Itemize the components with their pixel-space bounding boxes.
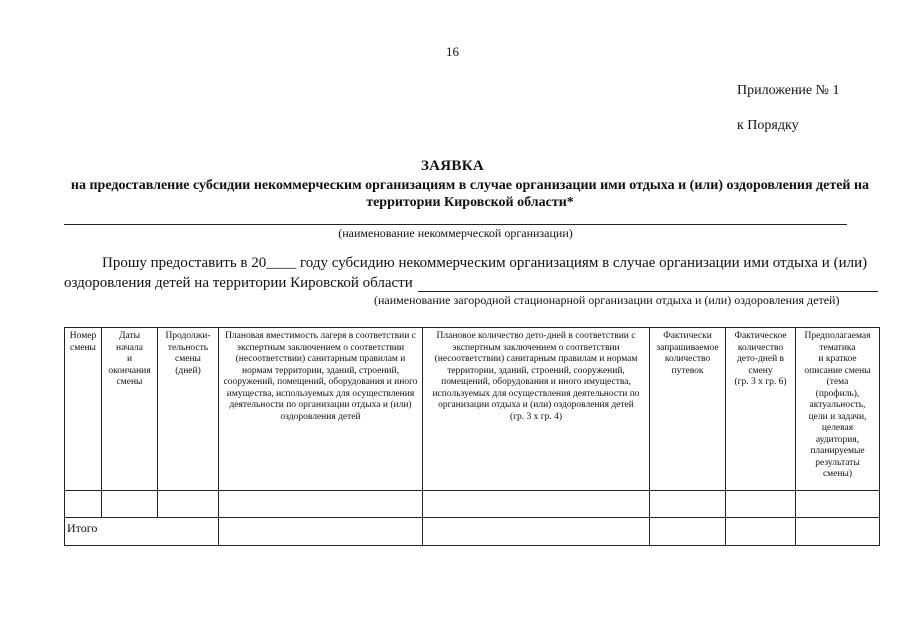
- table-cell[interactable]: [219, 491, 423, 518]
- header-shift-description: Предполагаемая тематика и краткое описание смены (тема (профиль), актуальность, цели и задачи, целевая аудитория, планируемые результаты смены): [796, 328, 880, 491]
- table-cell[interactable]: [423, 491, 650, 518]
- appendix-reference: к Порядку: [737, 118, 799, 133]
- table-cell[interactable]: [796, 491, 880, 518]
- table-cell[interactable]: [423, 518, 650, 546]
- table-cell[interactable]: [726, 518, 796, 546]
- table-cell[interactable]: [158, 491, 219, 518]
- table-total-row: [65, 518, 880, 546]
- table-cell[interactable]: [726, 491, 796, 518]
- document-subtitle: на предоставление субсидии некоммерческим организациям в случае организации ими отдыха и (или) оздоровления детей на территории Кировской области*: [70, 178, 870, 210]
- camp-name-field[interactable]: [418, 291, 878, 292]
- header-planned-capacity: Плановая вместимость лагеря в соответствии с экспертным заключением о соответствии (несоответствии) санитарным правилам и нормам территории, зданий, строений, сооружений, помещений, оборудования и иного имущества, используемых для осуществления деятельности по организации отдыха и (или) оздоровления детей: [219, 328, 423, 491]
- request-text-line-2: оздоровления детей на территории Кировской области: [64, 275, 413, 291]
- table-cell[interactable]: [219, 518, 423, 546]
- request-text-line-1: Прошу предоставить в 20____ году субсидию некоммерческим организациям в случае организации ими отдыха и (или): [102, 255, 868, 271]
- table-cell[interactable]: [650, 518, 726, 546]
- appendix-label: Приложение № 1: [737, 83, 840, 98]
- organization-name-caption: (наименование некоммерческой организации): [338, 226, 573, 240]
- table-cell[interactable]: [650, 491, 726, 518]
- header-planned-child-days: Плановое количество дето-дней в соответствии с экспертным заключением о соответствии (несоответствии) санитарным правилам и нормам территории, зданий, строений, сооружений, помещений, оборудования и иного имущества, используемых для осуществления деятельности по организации отдыха и (или) оздоровления детей (гр. 3 х гр. 4): [423, 328, 650, 491]
- table-cell[interactable]: [65, 491, 102, 518]
- organization-name-field[interactable]: [64, 224, 847, 225]
- header-requested-vouchers: Фактически запрашиваемое количество путевок: [650, 328, 726, 491]
- table-cell[interactable]: [102, 491, 158, 518]
- header-actual-child-days: Фактическое количество дето-дней в смену (гр. 3 х гр. 6): [726, 328, 796, 491]
- camp-name-caption: (наименование загородной стационарной организации отдыха и (или) оздоровления детей): [374, 293, 840, 307]
- table-row: [65, 491, 880, 518]
- table-cell[interactable]: [796, 518, 880, 546]
- page-number: 16: [446, 44, 459, 59]
- header-shift-dates: Даты начала и окончания смены: [102, 328, 158, 491]
- total-label: Итого: [65, 518, 219, 546]
- document-title: ЗАЯВКА: [420, 158, 485, 174]
- header-shift-number: Номер смены: [65, 328, 102, 491]
- application-table: [64, 327, 880, 546]
- header-shift-duration: Продолжи- тельность смены (дней): [158, 328, 219, 491]
- table-header-row: [65, 328, 880, 491]
